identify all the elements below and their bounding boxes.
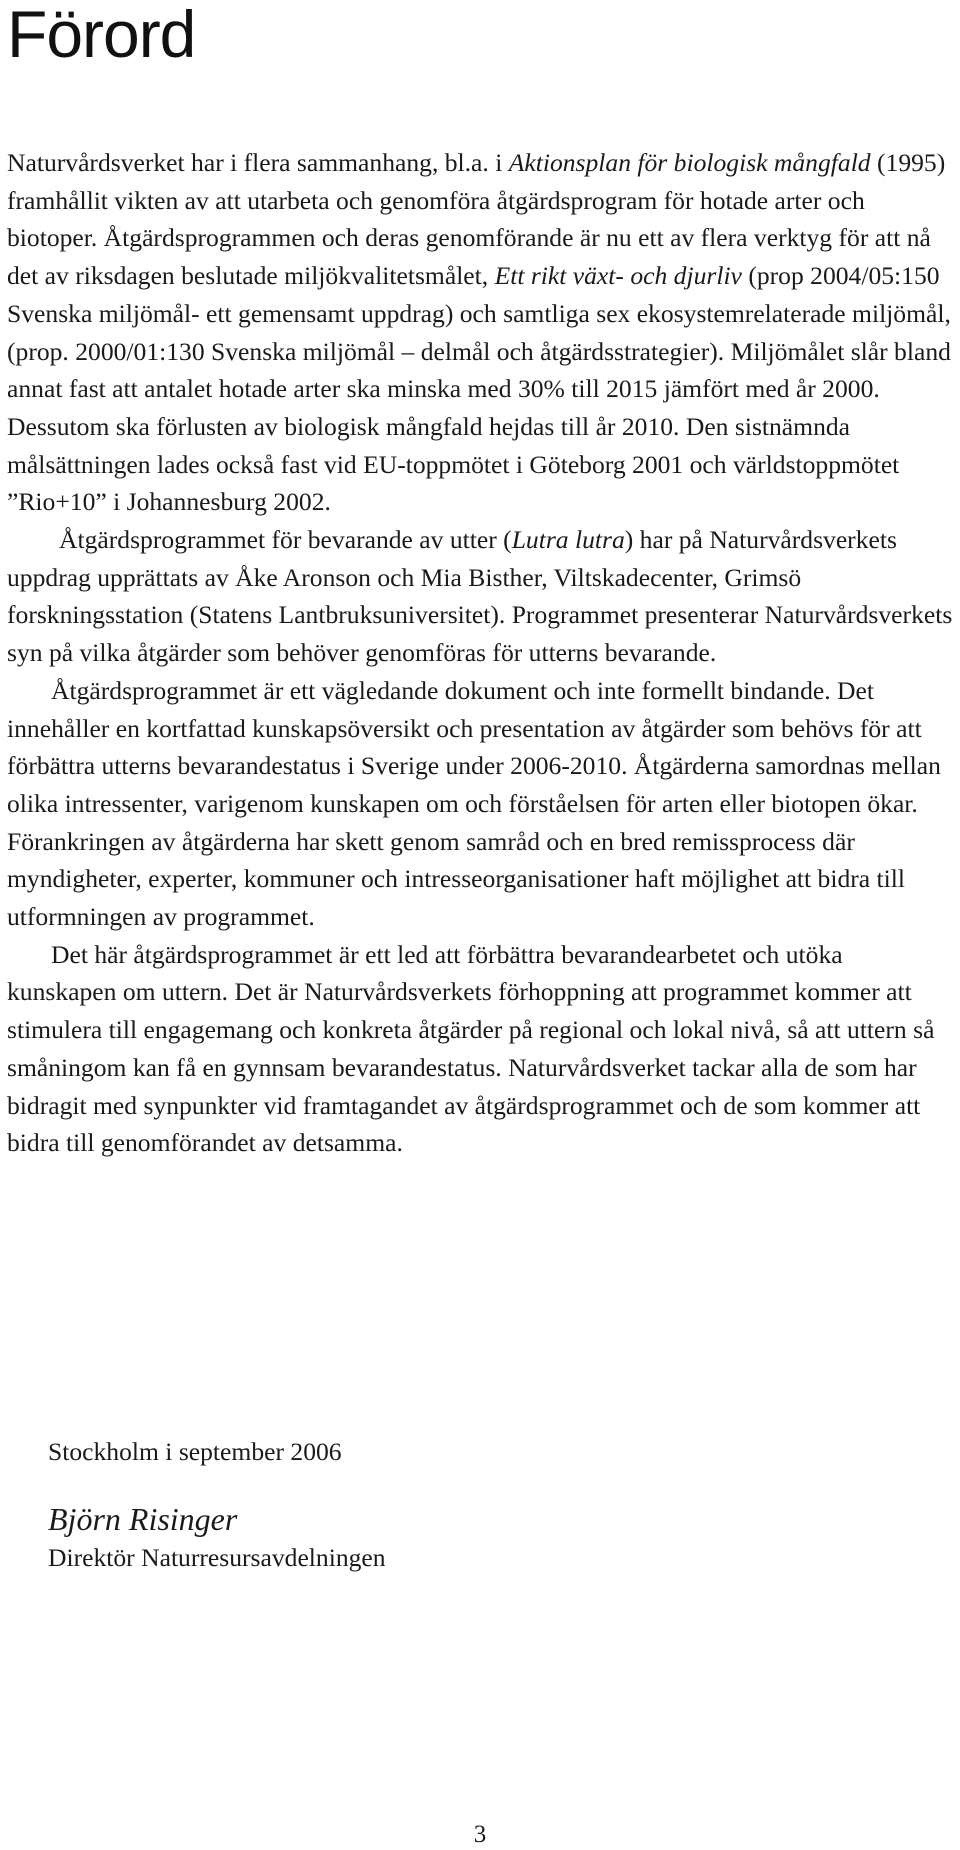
paragraph-1-run-5: (prop 2004/05:150 Svenska miljömål- ett gemensamt uppdrag) och samtliga sex ekosystemrelaterade miljömål, (prop. 2000/01:130 Svenska miljömål – delmål och åtgärdsstrategier). Miljömålet slår bland annat fast att antalet hotade arter ska minska med 30% till 2015 jämfört med år 2000. Dessutom ska förlusten av biologisk mångfald hejdas till år 2010. Den sistnämnda målsättningen lades också fast vid EU-toppmötet i Göteborg 2001 och världstoppmötet ”Rio+10” i Johannesburg 2002.	[7, 261, 951, 517]
paragraph-2-run-2: Lutra lutra	[511, 525, 625, 555]
paragraph-1-run-3: (1995) framhållit vikten av att utarbeta och genomföra åtgärdsprogram för hotade arter och biotoper. Åtgärdsprogrammen och deras genomförande är nu ett av flera verktyg för att nå det av riksdagen beslutade miljökvalitetsmålet,	[7, 148, 946, 291]
paragraph-3	[7, 672, 953, 936]
body-text	[7, 144, 953, 1162]
place-date: Stockholm i september 2006	[48, 1437, 342, 1466]
signoff	[48, 1433, 386, 1578]
paragraph-3-run-1: Åtgärdsprogrammet är ett vägledande dokument och inte formellt bindande. Det innehåller en kortfattad kunskapsöversikt och presentation av åtgärder som behövs för att förbättra utterns bevarandestatus i Sverige under 2006-2010. Åtgärderna samordnas mellan olika intressenter, varigenom kunskapen om och förståelsen för arten eller biotopen ökar. Förankringen av åtgärderna har skett genom samråd och en bred remissprocess där myndigheter, experter, kommuner och intresseorganisationer haft möjlighet att bidra till utformningen av programmet.	[7, 675, 941, 932]
page-title: Förord	[7, 0, 196, 71]
paragraph-2-run-1: Åtgärdsprogrammet för bevarande av utter (	[59, 525, 512, 555]
paragraph-1-run-1: Naturvårdsverket har i flera sammanhang, bl.a. i	[7, 148, 509, 177]
signature: Björn Risinger	[48, 1501, 238, 1537]
signer-title: Direktör Naturresursavdelningen	[48, 1543, 386, 1572]
paragraph-4-run-1: Det här åtgärdsprogrammet är ett led att förbättra bevarandearbetet och utöka kunskapen om uttern. Det är Naturvårdsverkets förhoppning att programmet kommer att stimulera till engagemang och konkreta åtgärder på regional och lokal nivå, så att uttern så småningom kan få en gynnsam bevarandestatus. Naturvårdsverket tackar alla de som har bidragit med synpunkter vid framtagandet av åtgärdsprogrammet och de som kommer att bidra till genomförandet av detsamma.	[7, 939, 935, 1158]
page-number: 3	[473, 1821, 487, 1848]
paragraph-4	[7, 936, 953, 1162]
paragraph-2	[7, 521, 953, 672]
paragraph-2-run-3: ) har på Naturvårdsverkets uppdrag upprättats av Åke Aronson och Mia Bisther, Viltskadecenter, Grimsö forskningsstation (Statens Lantbruksuniversitet). Programmet presenterar Naturvårdsverkets syn på vilka åtgärder som behöver genomföras för utterns bevarande.	[7, 525, 953, 668]
paragraph-1-run-4: Ett rikt växt- och djurliv	[494, 261, 742, 291]
paragraph-1	[7, 144, 953, 521]
paragraph-1-run-2: Aktionsplan för biologisk mångfald	[508, 148, 871, 177]
